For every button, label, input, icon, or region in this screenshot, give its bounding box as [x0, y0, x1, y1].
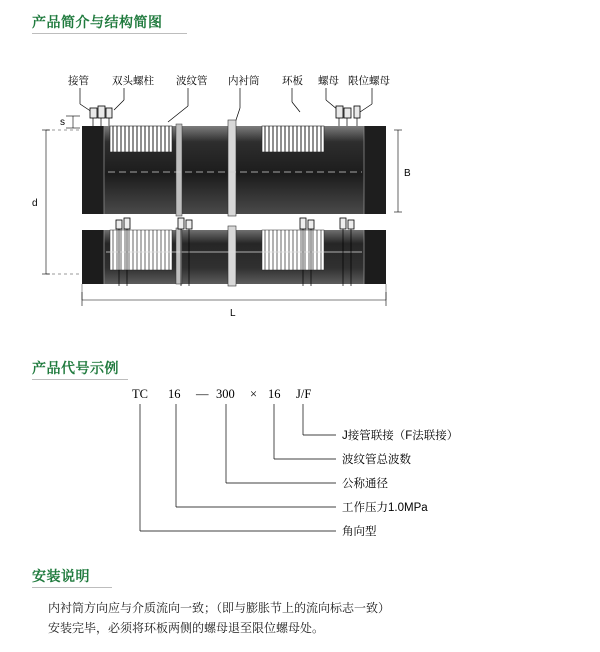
dimension-label-B: B: [404, 168, 411, 179]
dimension-label-L: L: [230, 308, 236, 319]
code-token-6: J/F: [296, 387, 312, 401]
callout-label-5: 螺母: [318, 75, 339, 87]
code-token-0: TC: [132, 387, 148, 401]
dimension-label-d: d: [32, 198, 38, 209]
section-title-install: 安装说明: [32, 568, 90, 584]
product-code-example: [0, 380, 600, 550]
section-title-code: 产品代号示例: [32, 360, 119, 376]
callout-label-2: 波纹管: [176, 75, 208, 87]
diagram-callout-labels: [68, 74, 390, 87]
callout-label-4: 环板: [282, 75, 303, 87]
code-leader-label-2: 公称通径: [342, 478, 388, 490]
callout-label-6: 限位螺母: [348, 75, 390, 87]
code-token-1: 16: [168, 387, 181, 401]
code-token-3: 300: [216, 387, 235, 401]
code-token-4: ×: [250, 387, 258, 401]
code-leader-label-0: J接管联接（F法联接）: [342, 430, 459, 442]
section-divider-install: [32, 587, 112, 588]
install-note-1: 安装完毕，必须将环板两侧的螺母退至限位螺母处。: [48, 621, 325, 635]
code-leader-lines: [140, 404, 336, 531]
diagram-bottom-view: [82, 218, 386, 286]
code-leader-label-3: 工作压力1.0MPa: [342, 502, 428, 514]
section-divider-intro: [32, 33, 187, 34]
callout-label-1: 双头螺柱: [112, 75, 154, 87]
code-tokens: [132, 387, 311, 401]
install-note-0: 内衬筒方向应与介质流向一致；（即与膨胀节上的流向标志一致）: [48, 601, 391, 615]
callout-leader-lines: [80, 88, 372, 132]
callout-label-3: 内衬筒: [228, 75, 260, 87]
code-token-5: 16: [268, 387, 281, 401]
code-leader-label-1: 波纹管总波数: [342, 454, 411, 466]
install-notes: [48, 598, 568, 638]
section-title-intro: 产品简介与结构简图: [32, 14, 163, 30]
structure-diagram: [0, 60, 600, 319]
callout-label-0: 接管: [68, 75, 89, 87]
dimension-label-s: s: [60, 117, 65, 128]
code-leader-labels: [342, 428, 458, 538]
code-leader-label-4: 角向型: [342, 526, 377, 538]
diagram-top-view: [82, 106, 386, 216]
code-token-2: —: [196, 387, 209, 401]
